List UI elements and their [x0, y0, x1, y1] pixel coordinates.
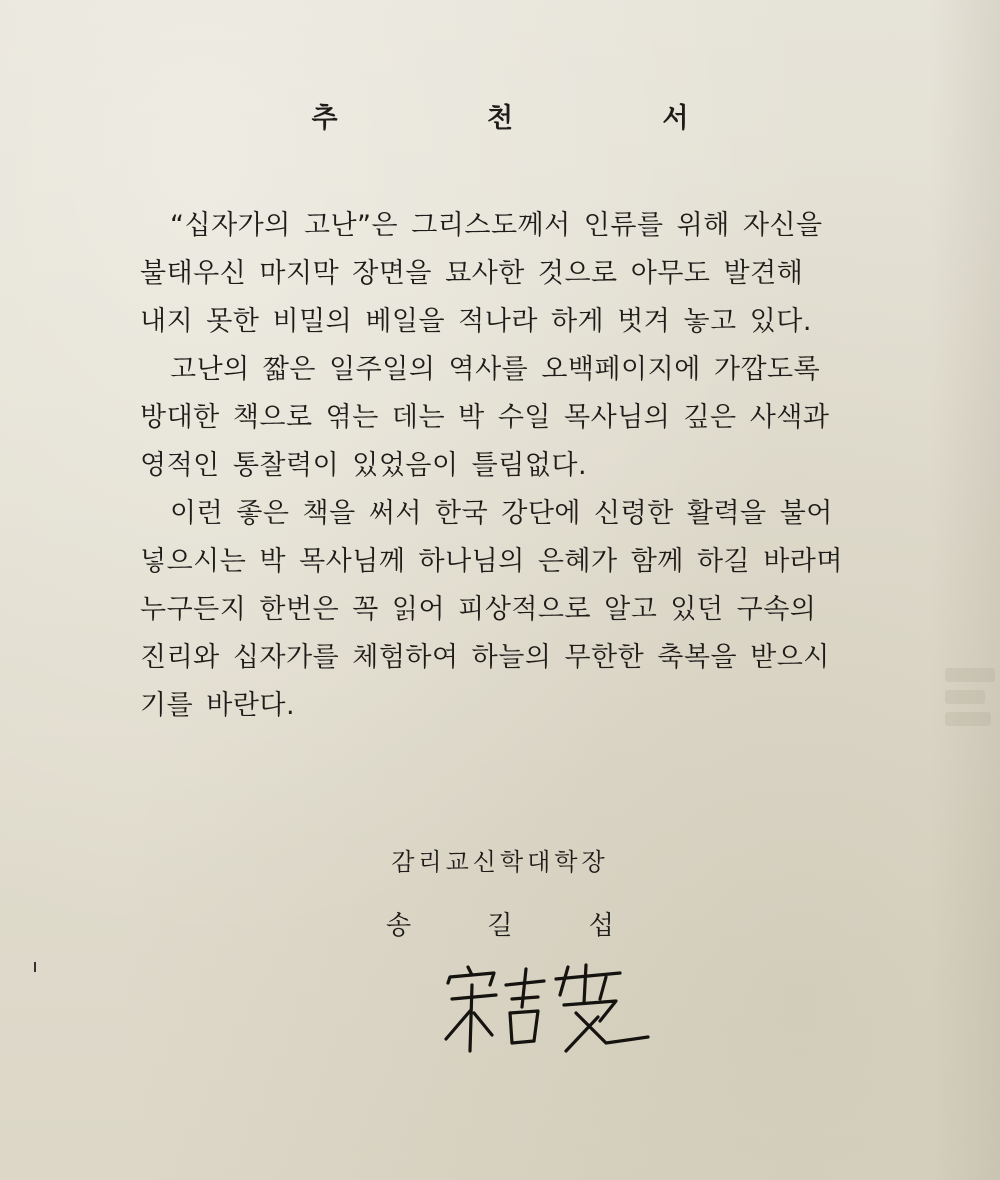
body-line: 넣으시는 박 목사님께 하나님의 은혜가 함께 하길 바라며 — [140, 546, 843, 577]
body-line: 불태우신 마지막 장면을 묘사한 것으로 아무도 발견해 — [140, 258, 804, 289]
bleed-through-mark — [945, 712, 991, 726]
document-title: 추 천 서 — [311, 103, 759, 134]
body-line: 영적인 통찰력이 있었음이 틀림없다. — [140, 450, 588, 481]
paper-speck — [34, 962, 36, 972]
body-line: 고난의 짧은 일주일의 역사를 오백페이지에 가깝도록 — [170, 354, 821, 385]
body-line: “십자가의 고난”은 그리스도께서 인류를 위해 자신을 — [170, 210, 823, 241]
bleed-through-mark — [945, 690, 985, 704]
handwritten-signature — [430, 955, 660, 1065]
recommendation-body — [140, 202, 920, 730]
body-line: 기를 바란다. — [140, 690, 296, 721]
author-affiliation: 감리교신학대학장 — [391, 848, 609, 876]
body-line: 진리와 십자가를 체험하여 하늘의 무한한 축복을 받으시 — [140, 642, 830, 673]
body-line: 누구든지 한번은 꼭 읽어 피상적으로 알고 있던 구속의 — [140, 594, 817, 625]
page-edge-shadow — [930, 0, 1000, 1180]
body-line: 내지 못한 비밀의 베일을 적나라 하게 벗겨 놓고 있다. — [140, 306, 812, 337]
author-name: 송 길 섭 — [386, 911, 648, 941]
body-line: 방대한 책으로 엮는 데는 박 수일 목사님의 깊은 사색과 — [140, 402, 830, 433]
bleed-through-mark — [945, 668, 995, 682]
body-line: 이런 좋은 책을 써서 한국 강단에 신령한 활력을 불어 — [170, 498, 833, 529]
